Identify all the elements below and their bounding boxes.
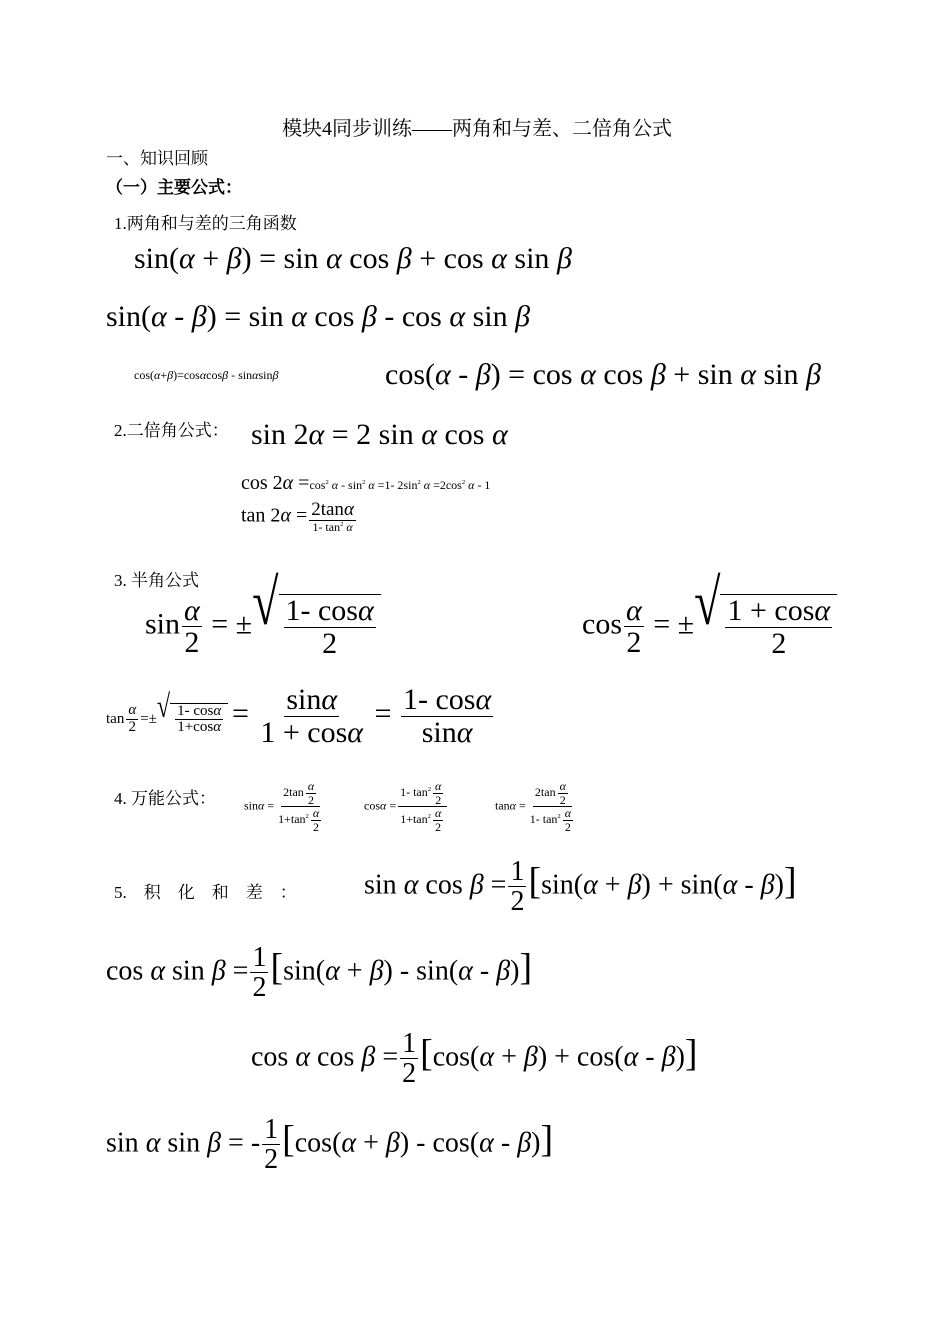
item4-heading: 4. 万能公式： [114, 789, 216, 808]
formula-product-to-sum-3: cos α cos β = $\frac{1}{2}$ [cos(α + β) + cos(α - β)] [251, 1028, 698, 1090]
formula-cos-diff: cos(α - β) = cos α cos β + sin α sin β [385, 358, 821, 391]
formula-sin-sum: sin(α + β) = sin α cos β + cos α sin β [134, 242, 572, 275]
formula-tan-double: tan 2α = $\frac{2\tan\alpha}{1- \tan^2 \alpha}$ [241, 499, 354, 534]
formula-product-to-sum-4: sin α sin β = - $\frac{1}{2}$ [cos(α + β) - cos(α - β)] [106, 1114, 554, 1176]
formula-universal-sin: sinα = 2tan $\frac{\alpha}{2}$ $1+\tan^2$ $\frac{\alpha}{2}$ [244, 779, 320, 834]
formula-sin-half: sin $\frac{\alpha}{2}$ = ± √ $\frac{1- \cos\alpha}{2}$ [145, 594, 381, 659]
subsection-heading: （一）主要公式： [106, 178, 242, 197]
formula-cos-half: cos $\frac{\alpha}{2}$ = ± √ $\frac{1 + \cos\alpha}{2}$ [582, 594, 837, 659]
item2-heading: 2.二倍角公式： [114, 421, 229, 440]
formula-cos-sum: cos(α+β)=cosαcosβ - sinαsinβ [134, 368, 279, 382]
page-title: 模块4同步训练——两角和与差、二倍角公式 [282, 118, 672, 140]
formula-product-to-sum-1: sin α cos β = $\frac{1}{2}$ [sin(α + β) + sin(α - β)] [364, 856, 797, 918]
formula-cos-double: $\cos 2\alpha =\cos^2$ $\alpha - \sin^2 \alpha =1-$ $2\sin^2$ $\alpha =2\cos^2$ α - 1 [241, 472, 491, 494]
item3-heading: 3. 半角公式 [114, 571, 199, 590]
formula-tan-half: tan $\frac{\alpha}{2}$ =± √ $\frac{1- \cos\alpha}{1+\cos\alpha}$ = $\frac{\sin\alpha}{1 + \cos\alpha}$ = $\frac{1- \cos\alpha}{\sin\alpha}$ [106, 683, 492, 749]
formula-universal-cos: cosα = 1- $\tan^2$ $\frac{\alpha}{2}$ $1+\tan^2$ $\frac{\alpha}{2}$ [364, 780, 449, 833]
item1-heading: 1.两角和与差的三角函数 [114, 214, 297, 233]
formula-product-to-sum-2: cos α sin β = $\frac{1}{2}$ [sin(α + β) - sin(α - β)] [106, 942, 533, 1004]
formula-universal-tan: tanα = 2tan $\frac{\alpha}{2}$ 1- $\tan^2$ $\frac{\alpha}{2}$ [495, 779, 572, 834]
formula-sin-double: sin 2α = 2 sin α cos α [251, 418, 508, 451]
formula-sin-diff: sin(α - β) = sin α cos β - cos α sin β [106, 300, 531, 333]
section-heading: 一、知识回顾 [106, 149, 208, 168]
item5-heading: 5. 积 化 和 差 ： [114, 883, 297, 902]
